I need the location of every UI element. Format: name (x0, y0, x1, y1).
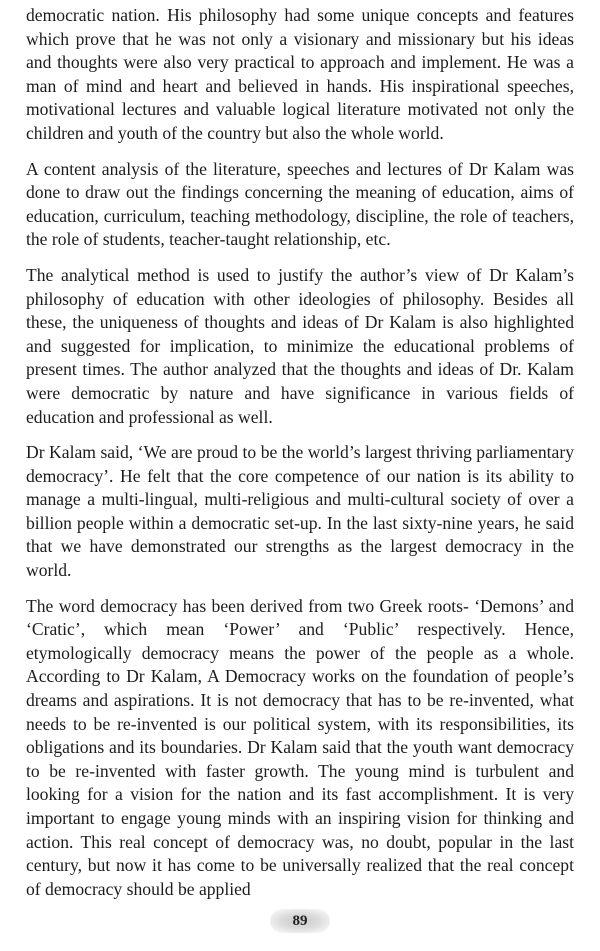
page-footer (0, 909, 600, 933)
paragraph-3: The analytical method is used to justify the author’s view of Dr Kalam’s philosophy of education with other ideologies of philosophy. Besides all these, the uniqueness of thoughts and ideas of Dr Kalam is also highlighted and suggested for implication, to minimize the educational problems of present times. The author analyzed that the thoughts and ideas of Dr. Kalam were democratic by nature and have significance in various fields of education and professional as well. (26, 264, 574, 427)
paragraph-1: democratic nation. His philosophy had some unique concepts and features which prove that he was not only a visionary and missionary but his ideas and thoughts were also very practical to approach and implement. He was a man of mind and heart and believed in hands. His inspirational speeches, motivational lectures and valuable logical literature motivated not only the children and youth of the country but also the whole world. (26, 5, 574, 143)
paragraph-2: A content analysis of the literature, speeches and lectures of Dr Kalam was done to draw out the findings concerning the meaning of education, aims of education, curriculum, teaching methodology, discipline, the role of teachers, the role of students, teacher-taught relationship, etc. (26, 158, 574, 250)
page-body (26, 4, 574, 913)
page-number: 89 (270, 909, 330, 933)
paragraph-5: The word democracy has been derived from two Greek roots- ‘Demons’ and ‘Cratic’, which mean ‘Power’ and ‘Public’ respectively. Hence, etymologically democracy means the power of the people as a whole. According to Dr Kalam, A Democracy works on the foundation of people’s dreams and aspirations. It is not democracy that has to be re-invented, what needs to be re-invented is our political system, with its responsibilities, its obligations and its boundaries. Dr Kalam said that the youth want democracy to be re-invented with faster growth. The young mind is turbulent and looking for a vision for the nation and its fast accomplishment. It is very important to engage young minds with an inspiring vision for thinking and action. This real concept of democracy was, no doubt, popular in the last century, but now it has come to be universally realized that the real concept of democracy should be applied (26, 595, 574, 899)
paragraph-4: Dr Kalam said, ‘We are proud to be the world’s largest thriving parliamentary democracy’. He felt that the core competence of our nation is its ability to manage a multi-lingual, multi-religious and multi-cultural society of over a billion people within a democratic set-up. In the last sixty-nine years, he said that we have demonstrated our strengths as the largest democracy in the world. (26, 442, 574, 581)
